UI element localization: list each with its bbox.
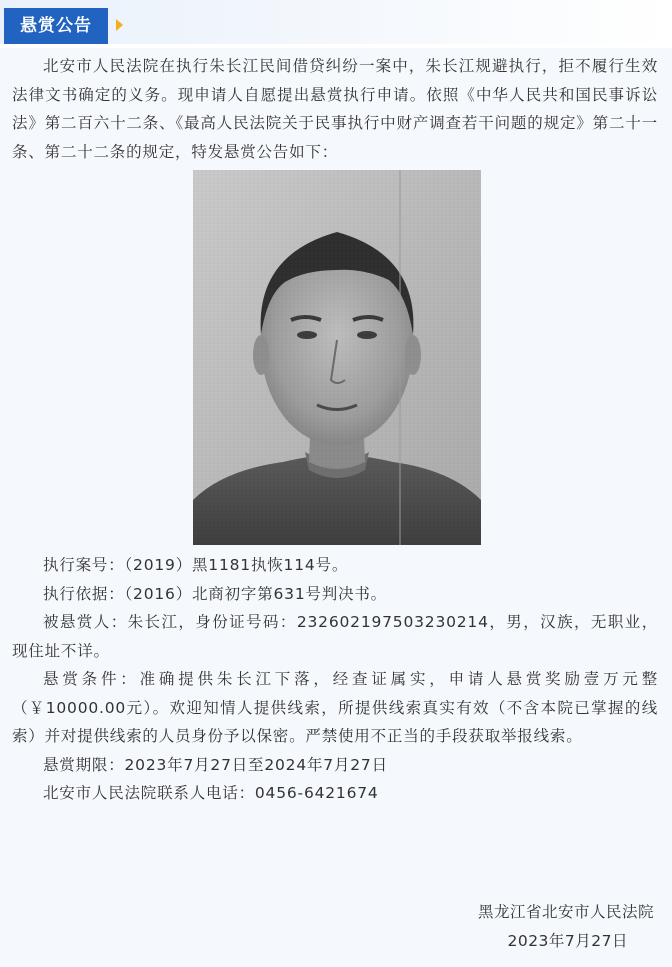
bounty-details <box>12 551 658 808</box>
case-number: 执行案号：（2019）黑1181执恢114号。 <box>43 556 349 574</box>
execution-basis: 执行依据：（2016）北商初字第631号判决书。 <box>43 584 387 603</box>
suspect-photo <box>193 170 481 545</box>
signature-block <box>478 898 654 955</box>
bounty-period: 悬赏期限：2023年7月27日至2024年7月27日 <box>43 755 388 774</box>
portrait-photo-icon <box>193 170 481 545</box>
bounty-conditions: 悬赏条件：准确提供朱长江下落，经查证属实，申请人悬赏奖励壹万元整（￥10000.00元）。欢迎知情人提供线索，所提供线索真实有效（不含本院已掌握的线索）并对提供线索的人员身份予以保密。严禁使用不正当的手段获取举报线索。 <box>12 670 658 745</box>
contact-phone: 北安市人民法院联系人电话：0456-6421674 <box>43 784 379 802</box>
wanted-person: 被悬赏人：朱长江，身份证号码：232602197503230214，男，汉族，无职业，现住址不详。 <box>12 613 658 660</box>
intro-paragraph: 北安市人民法院在执行朱长江民间借贷纠纷一案中，朱长江规避执行，拒不履行生效法律文书确定的义务。现申请人自愿提出悬赏执行申请。依照《中华人民共和国民事诉讼法》第二百六十二条、《最高人民法院关于民事执行中财产调查若干问题的规定》第二十一条、第二十二条的规定，特发悬赏公告如下： <box>12 57 658 161</box>
triangle-marker-icon <box>116 19 123 31</box>
announcement-body <box>0 48 672 967</box>
announcement-date: 2023年7月27日 <box>507 931 628 950</box>
court-name: 黑龙江省北安市人民法院 <box>477 903 654 921</box>
section-title: 悬赏公告 <box>4 8 108 44</box>
